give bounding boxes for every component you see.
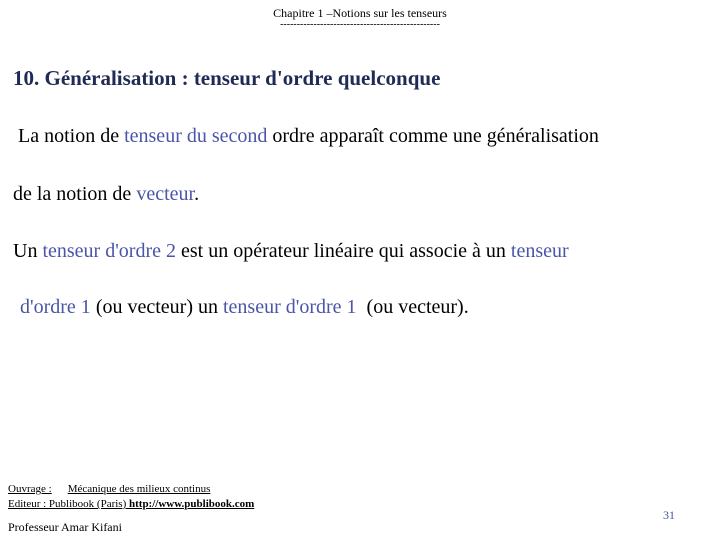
page-number: 31 bbox=[663, 508, 675, 522]
text-span: ordre apparaît comme une généralisation bbox=[267, 125, 599, 147]
work-title: Mécanique des milieux continus bbox=[67, 483, 211, 495]
header-rule: ------------------------------------------------ bbox=[280, 19, 440, 30]
paragraph-line-2 bbox=[13, 183, 199, 206]
highlight-term: tenseur d'ordre 2 bbox=[42, 240, 177, 262]
highlight-term: d'ordre 1 bbox=[20, 296, 91, 318]
paragraph-line-3 bbox=[13, 240, 569, 263]
highlight-term: tenseur d'ordre 1 bbox=[222, 296, 357, 318]
author: Professeur Amar Kifani bbox=[8, 520, 122, 534]
section-title: 10. Généralisation : tenseur d'ordre quelconque bbox=[13, 66, 441, 90]
highlight-term: tenseur bbox=[510, 240, 569, 262]
highlight-term: tenseur du second bbox=[124, 125, 268, 147]
text-span: (ou vecteur). bbox=[356, 296, 469, 318]
highlight-term: vecteur bbox=[136, 183, 195, 205]
work-label: Ouvrage : bbox=[8, 483, 52, 495]
footer-work bbox=[8, 482, 210, 496]
text-span: est un opérateur linéaire qui associe à un bbox=[176, 240, 511, 262]
paragraph-line-4 bbox=[20, 296, 469, 319]
text-span: Un bbox=[13, 240, 43, 262]
text-span: de la notion de bbox=[13, 183, 137, 205]
publisher-label: Editeur : Publibook (Paris) bbox=[8, 498, 129, 510]
text-span: . bbox=[194, 183, 200, 205]
paragraph-line-1 bbox=[18, 125, 599, 148]
chapter-header: Chapitre 1 –Notions sur les tenseurs bbox=[273, 6, 447, 20]
publisher-link[interactable]: http://www.publibook.com bbox=[129, 498, 255, 510]
text-span: La notion de bbox=[18, 125, 125, 147]
text-span: (ou vecteur) un bbox=[90, 296, 223, 318]
footer-publisher bbox=[8, 497, 254, 511]
